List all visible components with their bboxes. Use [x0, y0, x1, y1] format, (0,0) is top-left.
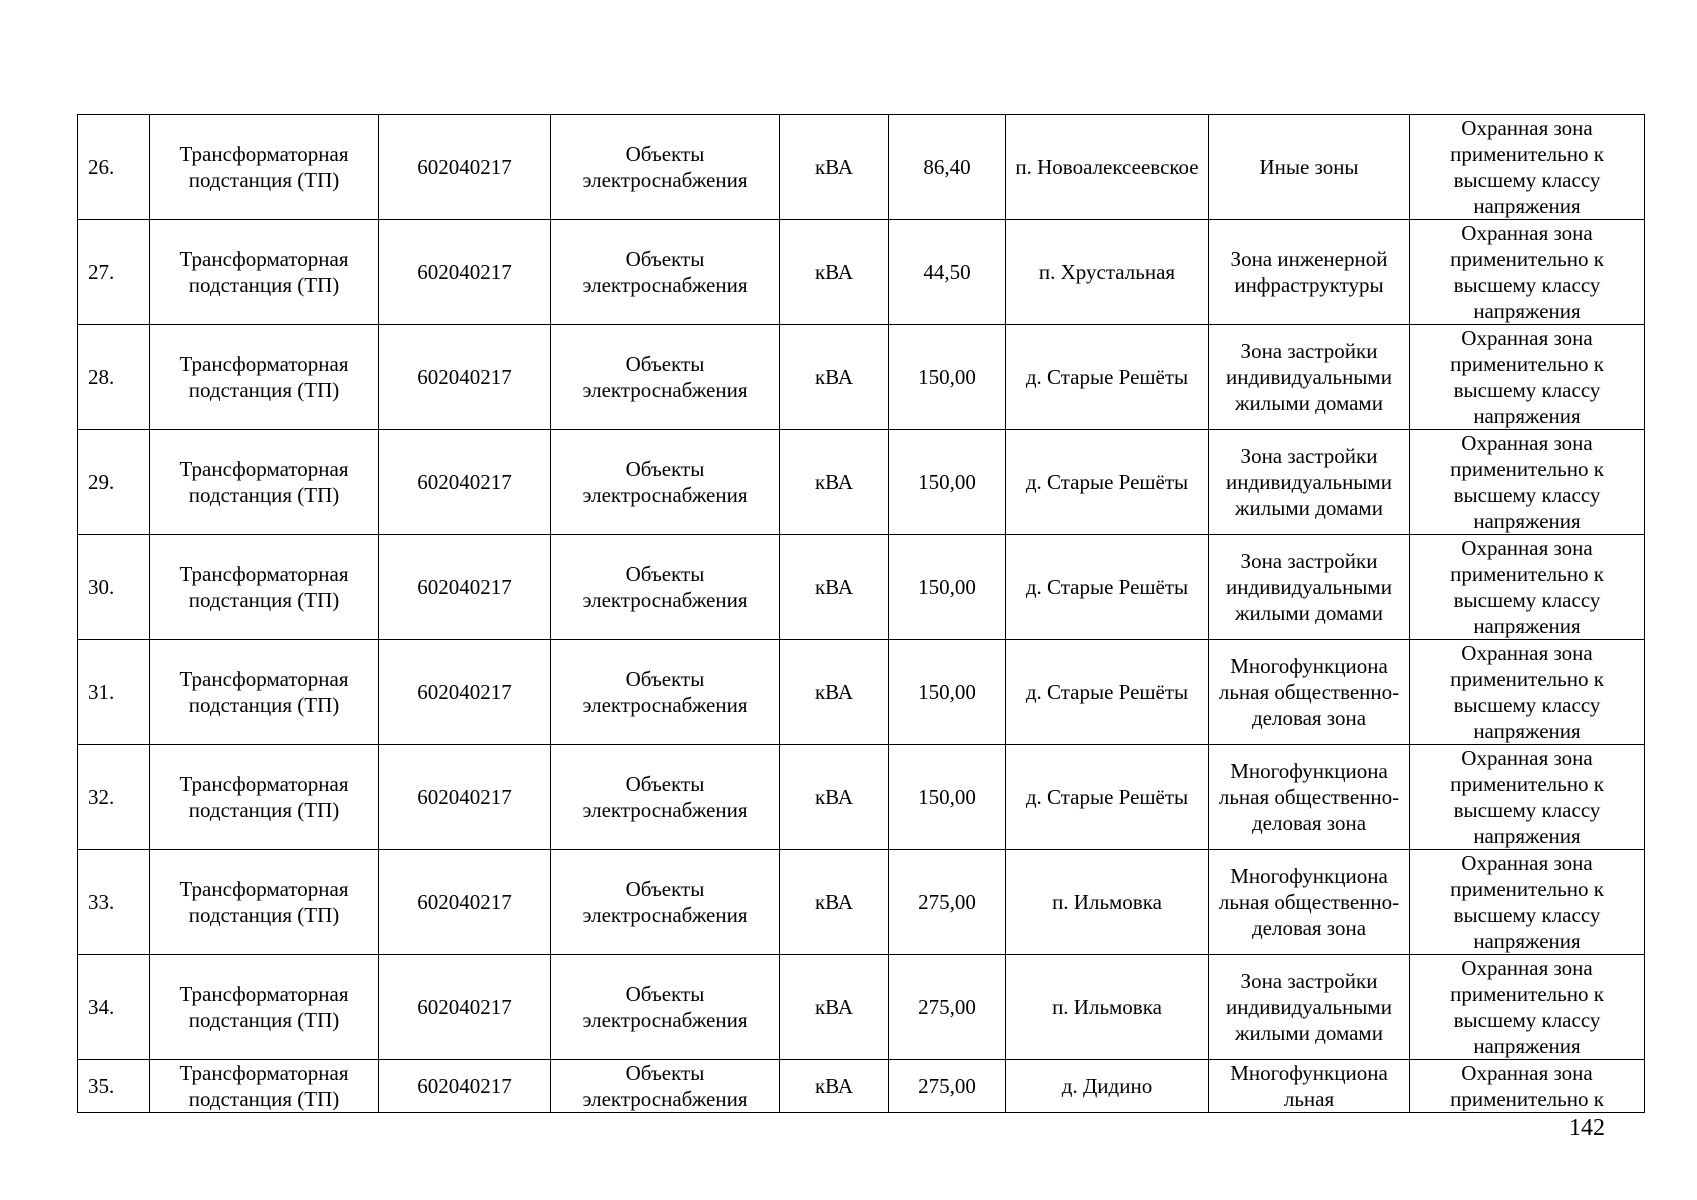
unit: кВА — [780, 220, 889, 325]
capacity-value: 150,00 — [889, 640, 1006, 745]
row-number: 28. — [78, 325, 150, 430]
table-row — [78, 430, 1645, 535]
functional-zone: Зона застройки индивидуальными жилыми домами — [1209, 535, 1410, 640]
row-number: 31. — [78, 640, 150, 745]
capacity-value: 44,50 — [889, 220, 1006, 325]
functional-zone: Многофункциона льная — [1209, 1060, 1410, 1113]
object-code: 602040217 — [379, 535, 551, 640]
object-category: Объекты электроснабжения — [551, 430, 780, 535]
location: д. Старые Решёты — [1006, 745, 1209, 850]
object-code: 602040217 — [379, 1060, 551, 1113]
location: д. Старые Решёты — [1006, 325, 1209, 430]
unit: кВА — [780, 640, 889, 745]
capacity-value: 275,00 — [889, 955, 1006, 1060]
functional-zone: Зона застройки индивидуальными жилыми домами — [1209, 430, 1410, 535]
object-code: 602040217 — [379, 220, 551, 325]
table-body — [78, 115, 1645, 1113]
object-name: Трансформаторная подстанция (ТП) — [150, 955, 379, 1060]
functional-zone: Зона застройки индивидуальными жилыми домами — [1209, 955, 1410, 1060]
object-name: Трансформаторная подстанция (ТП) — [150, 640, 379, 745]
protection-zone: Охранная зона применительно к высшему классу напряжения — [1410, 955, 1645, 1060]
row-number: 33. — [78, 850, 150, 955]
table-row — [78, 955, 1645, 1060]
objects-table — [77, 114, 1645, 1113]
unit: кВА — [780, 535, 889, 640]
row-number: 30. — [78, 535, 150, 640]
object-category: Объекты электроснабжения — [551, 640, 780, 745]
object-code: 602040217 — [379, 325, 551, 430]
row-number: 29. — [78, 430, 150, 535]
capacity-value: 150,00 — [889, 745, 1006, 850]
protection-zone: Охранная зона применительно к высшему классу напряжения — [1410, 430, 1645, 535]
capacity-value: 86,40 — [889, 115, 1006, 220]
location: д. Старые Решёты — [1006, 640, 1209, 745]
unit: кВА — [780, 325, 889, 430]
object-name: Трансформаторная подстанция (ТП) — [150, 535, 379, 640]
location: д. Старые Решёты — [1006, 535, 1209, 640]
protection-zone: Охранная зона применительно к высшему классу напряжения — [1410, 850, 1645, 955]
protection-zone: Охранная зона применительно к высшему классу напряжения — [1410, 325, 1645, 430]
protection-zone: Охранная зона применительно к высшему классу напряжения — [1410, 745, 1645, 850]
table-row — [78, 745, 1645, 850]
object-name: Трансформаторная подстанция (ТП) — [150, 745, 379, 850]
protection-zone: Охранная зона применительно к высшему классу напряжения — [1410, 220, 1645, 325]
capacity-value: 150,00 — [889, 535, 1006, 640]
protection-zone: Охранная зона применительно к высшему классу напряжения — [1410, 535, 1645, 640]
row-number: 34. — [78, 955, 150, 1060]
unit: кВА — [780, 1060, 889, 1113]
functional-zone: Зона застройки индивидуальными жилыми домами — [1209, 325, 1410, 430]
object-name: Трансформаторная подстанция (ТП) — [150, 850, 379, 955]
protection-zone: Охранная зона применительно к — [1410, 1060, 1645, 1113]
table-row — [78, 325, 1645, 430]
object-name: Трансформаторная подстанция (ТП) — [150, 325, 379, 430]
location: п. Хрустальная — [1006, 220, 1209, 325]
location: п. Ильмовка — [1006, 850, 1209, 955]
functional-zone: Многофункциона льная общественно-деловая зона — [1209, 745, 1410, 850]
object-name: Трансформаторная подстанция (ТП) — [150, 115, 379, 220]
table-row — [78, 850, 1645, 955]
object-category: Объекты электроснабжения — [551, 325, 780, 430]
object-category: Объекты электроснабжения — [551, 535, 780, 640]
row-number: 35. — [78, 1060, 150, 1113]
row-number: 26. — [78, 115, 150, 220]
unit: кВА — [780, 430, 889, 535]
location: п. Ильмовка — [1006, 955, 1209, 1060]
table-row — [78, 640, 1645, 745]
object-code: 602040217 — [379, 115, 551, 220]
functional-zone: Иные зоны — [1209, 115, 1410, 220]
object-name: Трансформаторная подстанция (ТП) — [150, 1060, 379, 1113]
table-row — [78, 115, 1645, 220]
unit: кВА — [780, 850, 889, 955]
unit: кВА — [780, 955, 889, 1060]
functional-zone: Зона инженерной инфраструктуры — [1209, 220, 1410, 325]
table-row — [78, 220, 1645, 325]
object-code: 602040217 — [379, 955, 551, 1060]
object-code: 602040217 — [379, 850, 551, 955]
unit: кВА — [780, 115, 889, 220]
capacity-value: 150,00 — [889, 325, 1006, 430]
object-name: Трансформаторная подстанция (ТП) — [150, 220, 379, 325]
object-code: 602040217 — [379, 745, 551, 850]
table-row — [78, 1060, 1645, 1113]
object-code: 602040217 — [379, 640, 551, 745]
unit: кВА — [780, 745, 889, 850]
location: д. Дидино — [1006, 1060, 1209, 1113]
object-category: Объекты электроснабжения — [551, 745, 780, 850]
object-name: Трансформаторная подстанция (ТП) — [150, 430, 379, 535]
object-category: Объекты электроснабжения — [551, 850, 780, 955]
object-category: Объекты электроснабжения — [551, 1060, 780, 1113]
location: п. Новоалексеевское — [1006, 115, 1209, 220]
object-code: 602040217 — [379, 430, 551, 535]
protection-zone: Охранная зона применительно к высшему классу напряжения — [1410, 640, 1645, 745]
functional-zone: Многофункциона льная общественно-деловая зона — [1209, 640, 1410, 745]
page-number: 142 — [1569, 1115, 1605, 1141]
object-category: Объекты электроснабжения — [551, 220, 780, 325]
location: д. Старые Решёты — [1006, 430, 1209, 535]
capacity-value: 275,00 — [889, 850, 1006, 955]
table-row — [78, 535, 1645, 640]
functional-zone: Многофункциона льная общественно-деловая зона — [1209, 850, 1410, 955]
capacity-value: 275,00 — [889, 1060, 1006, 1113]
object-category: Объекты электроснабжения — [551, 115, 780, 220]
protection-zone: Охранная зона применительно к высшему классу напряжения — [1410, 115, 1645, 220]
row-number: 32. — [78, 745, 150, 850]
row-number: 27. — [78, 220, 150, 325]
object-category: Объекты электроснабжения — [551, 955, 780, 1060]
capacity-value: 150,00 — [889, 430, 1006, 535]
